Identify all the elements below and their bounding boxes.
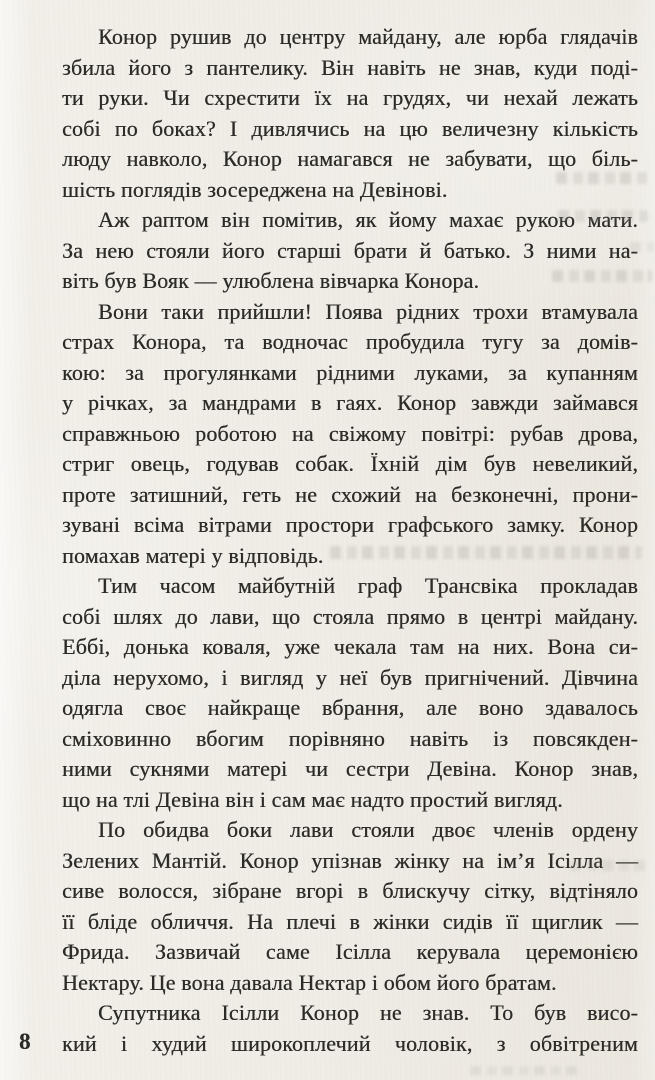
paragraph xyxy=(62,815,638,998)
text-line: За нею стояли його старші брати й батько. З ними на- xyxy=(62,237,638,263)
text-line: діла нерухомо, і вигляд у неї був пригнічений. Дівчина xyxy=(62,664,638,690)
show-through-artifact xyxy=(552,270,652,282)
paragraph xyxy=(62,998,638,1059)
text-line: Вони таки прийшли! Поява рідних трохи втамувала xyxy=(98,298,638,324)
show-through-artifact xyxy=(470,1066,580,1075)
text-line: Нектару. Це вона давала Нектар і обом його братам. xyxy=(62,969,557,995)
text-line: збила його з пантелику. Він навіть не знав, куди поді- xyxy=(62,54,638,80)
text-line: По обидва боки лави стояли двоє членів ордену xyxy=(98,817,638,842)
text-line: кою: за прогулянками рідними луками, за купанням xyxy=(62,359,638,385)
text-line: стриг овець, годував собак. Їхній дім був невеликий, xyxy=(62,451,638,476)
show-through-artifact xyxy=(570,860,648,871)
text-line: сиве волосся, зібране вгорі в блискучу сітку, відтіняло xyxy=(62,878,638,903)
text-line: Тим часом майбутній граф Трансвіка прокладав xyxy=(98,573,638,598)
body-text xyxy=(62,22,638,1059)
text-line: шість поглядів зосереджена на Девінові. xyxy=(62,176,448,202)
text-line: Супутника Ісілли Конор не знав. То був висо- xyxy=(98,1000,638,1025)
page-number: 8 xyxy=(19,1029,31,1054)
text-line: одягла своє найкраще вбрання, але воно здавалось xyxy=(62,695,638,720)
text-line: ти руки. Чи схрестити їх на грудях, чи нехай лежать xyxy=(62,85,638,110)
text-line: Аж раптом він помітив, як йому махає рукою мати. xyxy=(98,207,638,232)
show-through-artifact xyxy=(556,172,648,184)
text-line: собі по боках? І дивлячись на цю величезну кількість xyxy=(62,115,638,141)
show-through-artifact xyxy=(558,210,648,222)
paragraph xyxy=(62,22,638,205)
text-line: ними сукнями матері чи сестри Девіна. Конор знав, xyxy=(62,756,638,781)
text-line: зувані всіма вітрами простори графського замку. Конор xyxy=(62,512,638,537)
paragraph xyxy=(62,571,638,815)
text-line: Еббі, донька коваля, уже чекала там на них. Вона си- xyxy=(62,634,638,659)
text-line: що на тлі Девіна він і сам має надто простий вигляд. xyxy=(62,786,563,812)
show-through-artifact xyxy=(630,242,654,252)
text-line: собі шлях до лави, що стояла прямо в центрі майдану. xyxy=(62,603,638,629)
text-line: проте затишний, геть не схожий на безконечні, прони- xyxy=(62,481,638,507)
text-line: у річках, за мандрами в гаях. Конор завжди займався xyxy=(62,390,638,415)
text-line: страх Конора, та водночас пробудила тугу за домів- xyxy=(62,329,638,354)
text-line: віть був Вояк — улюблена вівчарка Конора. xyxy=(62,268,480,293)
show-through-artifact xyxy=(330,546,642,559)
text-line: помахав матері у відповідь. xyxy=(62,542,324,568)
text-line: сміховинно вбогим порівняно навіть із повсякден- xyxy=(62,725,638,751)
paragraph xyxy=(62,297,638,572)
text-line: кий і худий широкоплечий чоловік, з обвітреним xyxy=(62,1030,638,1056)
paragraph xyxy=(62,205,638,297)
text-line: Конор рушив до центру майдану, але юрба глядачів xyxy=(98,24,638,49)
text-line: її бліде обличчя. На плечі в жінки сидів її щиглик — xyxy=(62,908,638,934)
text-line: люду навколо, Конор намагався не забувати, що біль- xyxy=(62,146,638,171)
text-line: Фрида. Зазвичай саме Ісілла керувала церемонією xyxy=(62,939,638,964)
text-line: Зелених Мантій. Конор упізнав жінку на ім’я Ісілла — xyxy=(62,847,638,873)
text-line: справжньою роботою на свіжому повітрі: рубав дрова, xyxy=(62,420,638,446)
